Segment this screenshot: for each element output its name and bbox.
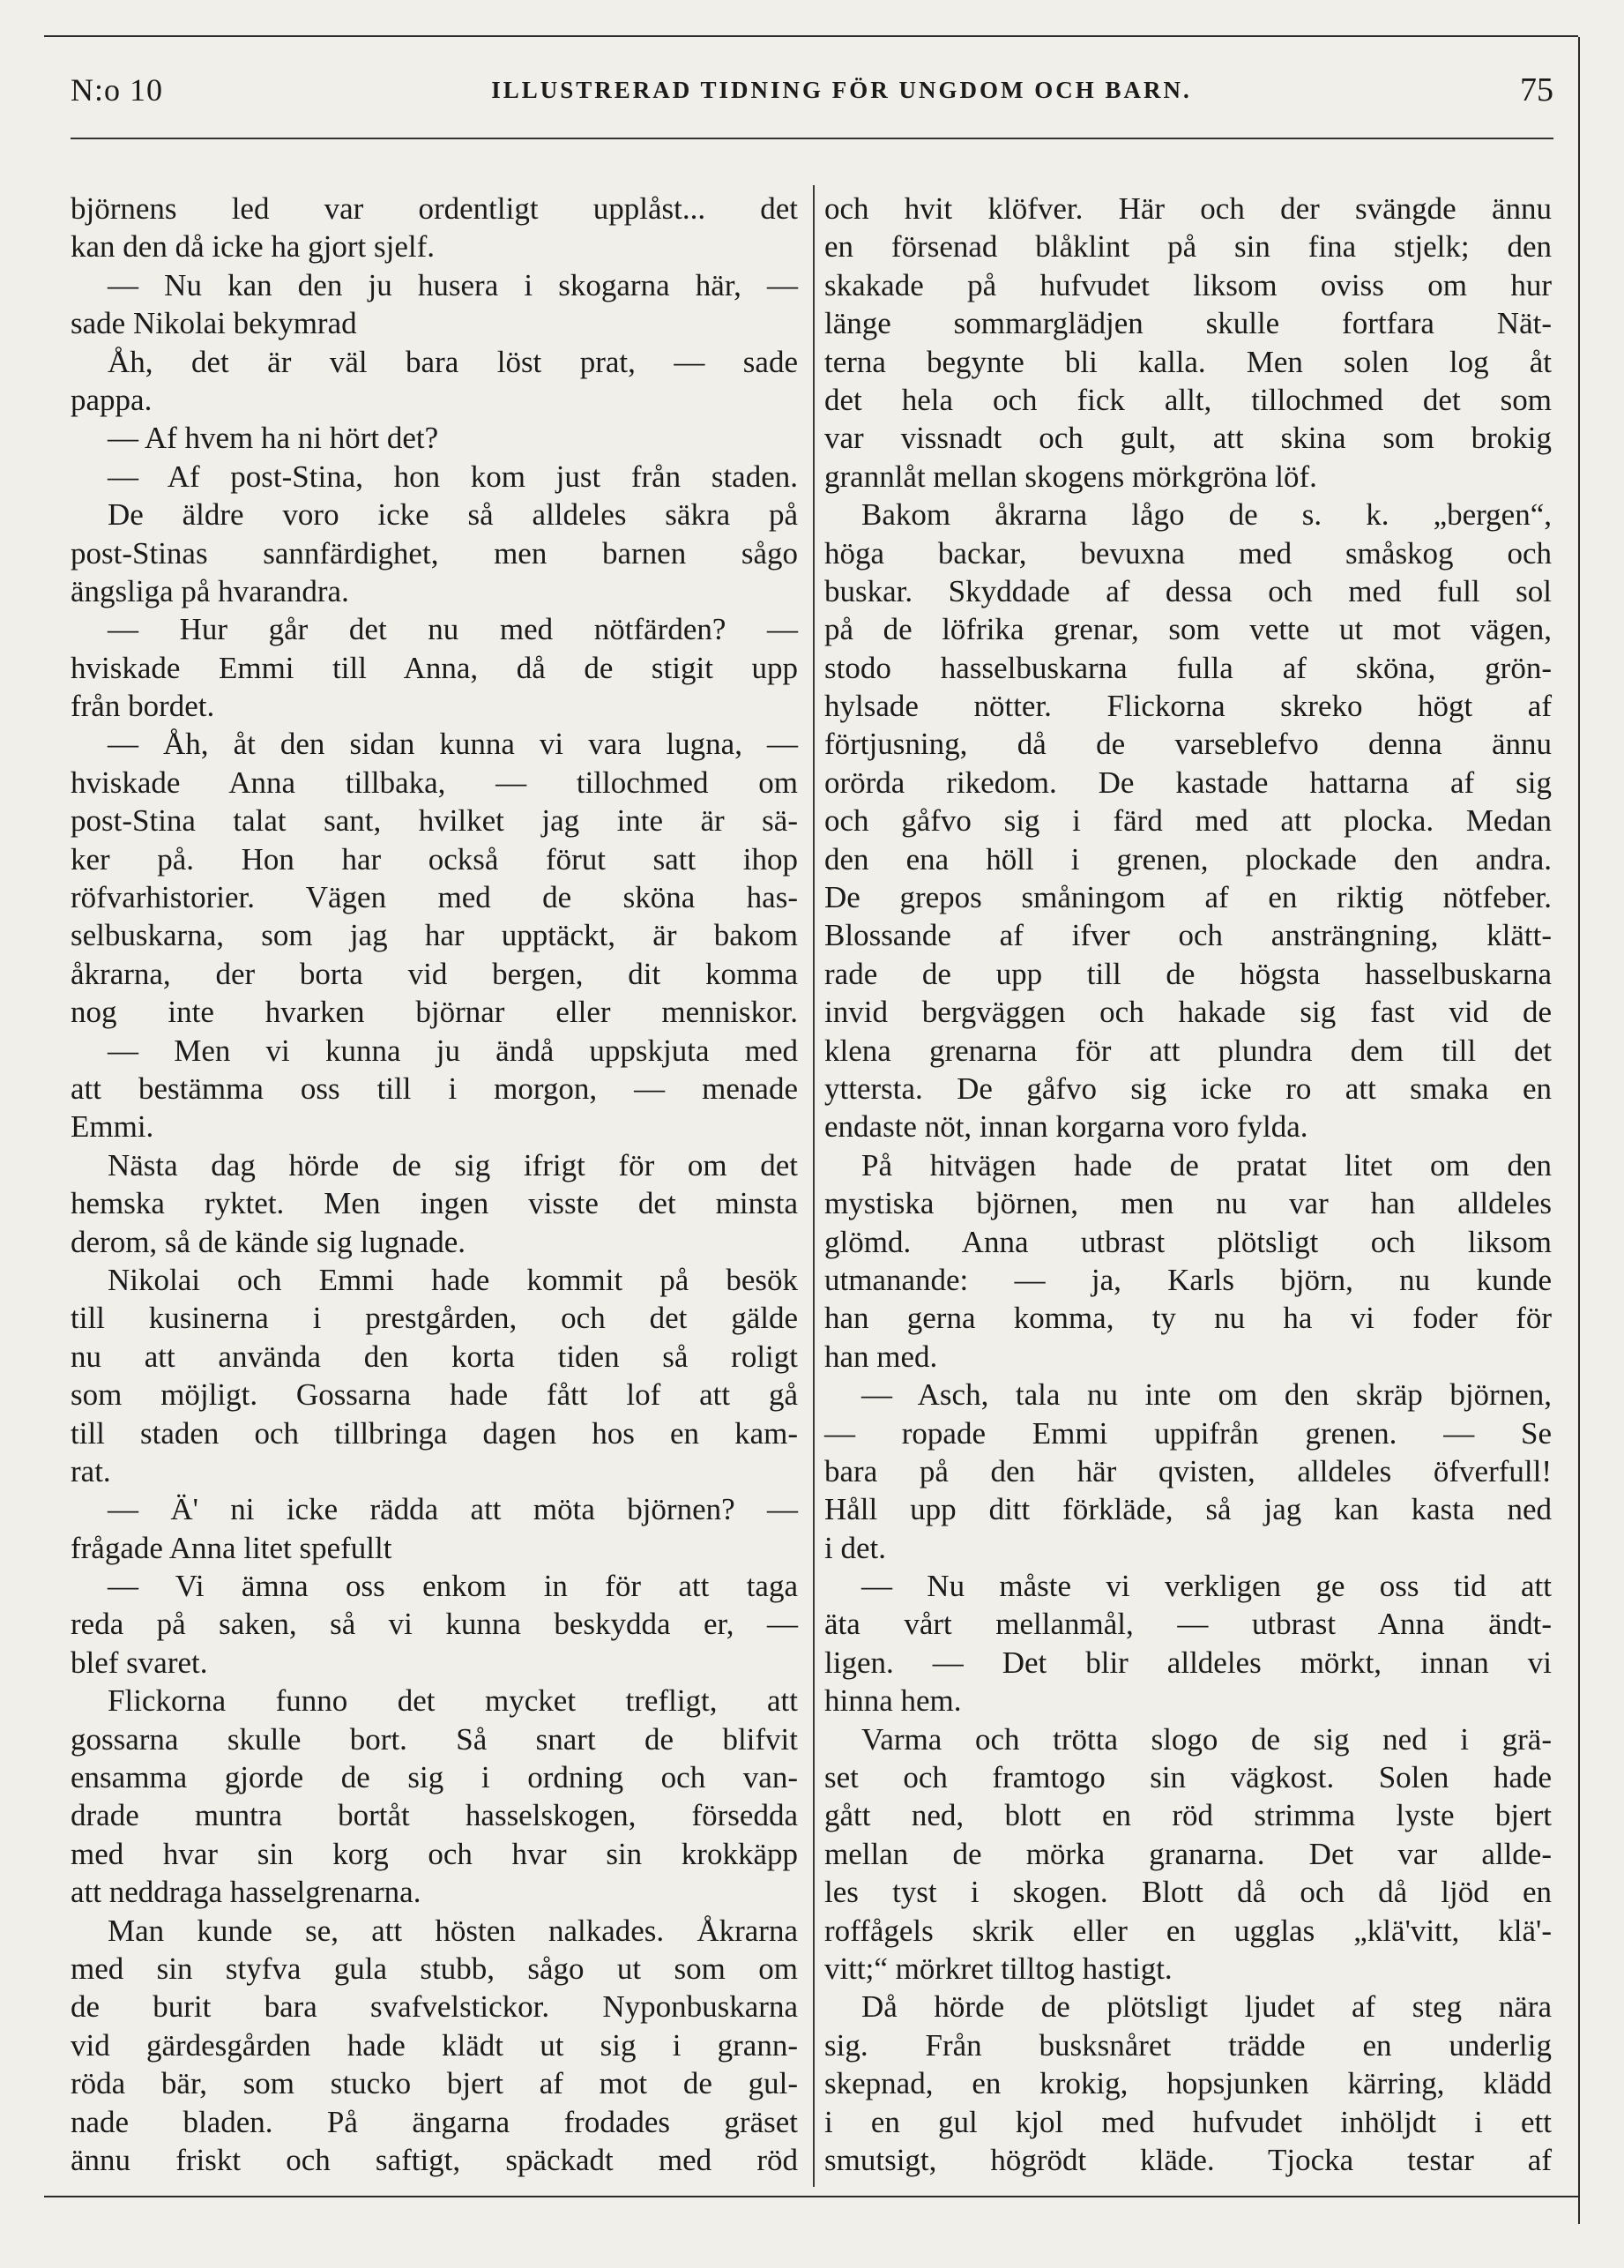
text-line: rade de upp till de högsta hasselbuskarna [824,956,1552,991]
text-line: hviskade Emmi till Anna, då de stigit upp [71,650,798,685]
text-line: — Åh, åt den sidan kunna vi vara lugna, — [108,727,798,762]
text-line: ensamma gjorde de sig i ordning och van- [71,1760,798,1795]
text-line: höga backar, bevuxna med småskog och [824,535,1552,571]
text-line: Blossande af ifver och ansträngning, klätt- [824,918,1552,953]
text-line: i en gul kjol med hufvudet inhöljdt i ett [824,2104,1552,2139]
text-line: — Af hvem ha ni hört det? [108,421,439,456]
text-line: björnens led var ordentligt upplåst... det [71,191,798,226]
right-column [824,190,1552,2179]
text-line: förtjusning, då de varseblefvo denna ännu [824,727,1552,762]
text-line: var vissnadt och gult, att skina som brokig [824,421,1552,456]
text-line: gått ned, blott en röd strimma lyste bjert [824,1798,1552,1833]
text-line: smutsigt, högrödt kläde. Tjocka testar af [824,2142,1552,2177]
text-line: röda bär, som stucko bjert af mot de gul- [71,2066,798,2101]
text-line: mellan de mörka granarna. Det var allde- [824,1836,1552,1871]
text-line: Nikolai och Emmi hade kommit på besök [108,1262,798,1297]
text-line: — Af post-Stina, hon kom just från staden. [108,459,798,494]
text-line: selbuskarna, som jag har upptäckt, är bakom [71,918,798,953]
text-line: ker på. Hon har också förut satt ihop [71,841,798,877]
text-line: att bestämma oss till i morgon, — menade [71,1071,798,1106]
text-line: hviskade Anna tillbaka, — tillochmed om [71,765,798,800]
running-header [71,63,1553,116]
text-line: set och framtogo sin vägkost. Solen hade [824,1760,1552,1795]
text-line: Åh, det är väl bara löst prat, — sade [108,344,798,379]
text-line: och gåfvo sig i färd med att plocka. Medan [824,803,1552,839]
text-line: sig. Från busksnåret trädde en underlig [824,2027,1552,2063]
text-line: ligen. — Det blir alldeles mörkt, innan vi [824,1645,1552,1680]
text-line: vitt;“ mörkret tilltog hastigt. [824,1951,1173,1986]
text-line: skepnad, en krokig, hopsjunken kärring, klädd [824,2066,1552,2101]
text-line: han gerna komma, ty nu ha vi foder för [824,1301,1552,1336]
text-line: Flickorna funno det mycket trefligt, att [108,1683,798,1719]
text-line: reda på saken, så vi kunna beskydda er, — [71,1607,798,1642]
text-line: de burit bara svafvelstickor. Nyponbuskarna [71,1989,798,2025]
text-line: endaste nöt, innan korgarna voro fylda. [824,1109,1308,1145]
text-line: Håll upp ditt förkläde, så jag kan kasta ned [824,1492,1552,1527]
text-line: grannlåt mellan skogens mörkgröna löf. [824,459,1317,494]
text-line: — Nu kan den ju husera i skogarna här, — [108,267,798,302]
text-line: kan den då icke ha gjort sjelf. [71,229,436,265]
text-line: rat. [71,1453,111,1488]
text-line: det hela och fick allt, tillochmed det som [824,382,1552,417]
text-line: les tyst i skogen. Blott då och då ljöd en [824,1875,1552,1910]
text-line: Nästa dag hörde de sig ifrigt för om det [108,1147,798,1182]
text-line: röfvarhistorier. Vägen med de sköna has- [71,880,798,915]
text-line: Då hörde de plötsligt ljudet af steg nära [861,1989,1552,2025]
text-line: med hvar sin korg och hvar sin krokkäpp [71,1836,798,1871]
text-line: till staden och tillbringa dagen hos en kam- [71,1415,798,1451]
text-line: sade Nikolai bekymrad [71,306,357,341]
right-border [1578,37,1580,2224]
text-line: i det. [824,1530,886,1565]
text-line: vid gärdesgården hade klädt ut sig i grann- [71,2027,798,2063]
text-line: terna begynte bli kalla. Men solen log åt [824,344,1552,379]
text-line: De grepos småningom af en riktig nötfeber. [824,880,1552,915]
text-line: buskar. Skyddade af dessa och med full sol [824,573,1552,608]
text-line: ännu friskt och saftigt, späckadt med röd [71,2142,798,2177]
text-line: roffågels skrik eller en ugglas „klä'vitt, klä'- [824,1913,1552,1948]
text-line: frågade Anna litet spefullt [71,1530,392,1565]
text-line: Bakom åkrarna lågo de s. k. „bergen“, [861,497,1552,533]
text-line: — Men vi kunna ju ändå uppskjuta med [108,1033,798,1068]
column-divider [813,185,815,2187]
text-line: utmanande: — ja, Karls björn, nu kunde [824,1262,1552,1297]
text-line: nade bladen. På ängarna frodades gräset [71,2104,798,2139]
text-line: pappa. [71,382,153,417]
text-line: post-Stina talat sant, hvilket jag inte är sä- [71,803,798,839]
left-column [71,190,798,2179]
text-line: nu att använda den korta tiden så roligt [71,1339,798,1374]
issue-number: N:o 10 [71,72,163,108]
text-line: till kusinerna i prestgården, och det gälde [71,1301,798,1336]
text-line: — Ä' ni icke rädda att möta björnen? — [108,1492,798,1527]
text-line: drade muntra bortåt hasselskogen, försedda [71,1798,798,1833]
text-line: hinna hem. [824,1683,962,1719]
top-border [44,35,1578,37]
text-line: glömd. Anna utbrast plötsligt och liksom [824,1224,1552,1259]
text-line: den ena höll i grenen, plockade den andra. [824,841,1552,877]
text-line: med sin styfva gula stubb, sågo ut som om [71,1951,798,1986]
text-line: hemska ryktet. Men ingen visste det minsta [71,1186,798,1221]
text-line: att neddraga hasselgrenarna. [71,1875,421,1910]
text-line: yttersta. De gåfvo sig icke ro att smaka en [824,1071,1552,1106]
text-line: mystiska björnen, men nu var han alldeles [824,1186,1552,1221]
text-line: skakade på hufvudet liksom oviss om hur [824,267,1552,302]
text-line: Man kunde se, att hösten nalkades. Åkrarna [108,1913,798,1948]
text-line: han med. [824,1339,938,1374]
text-line: post-Stinas sannfärdighet, men barnen sågo [71,535,798,571]
text-line: och hvit klöfver. Här och der svängde ännu [824,191,1552,226]
publication-title: ILLUSTRERAD TIDNING FÖR UNGDOM OCH BARN. [491,76,1192,103]
bottom-border [44,2196,1578,2197]
text-line: På hitvägen hade de pratat litet om den [861,1147,1552,1182]
text-line: nog inte hvarken björnar eller menniskor. [71,995,798,1030]
page-number: 75 [1519,71,1553,108]
text-line: ängsliga på hvarandra. [71,573,349,608]
text-line: invid bergväggen och hakade sig fast vid de [824,995,1552,1030]
text-line: — Nu måste vi verkligen ge oss tid att [861,1569,1552,1604]
text-line: äta vårt mellanmål, — utbrast Anna ändt- [824,1607,1552,1642]
text-line: blef svaret. [71,1645,208,1680]
text-line: från bordet. [71,689,215,724]
text-line: gossarna skulle bort. Så snart de blifvit [71,1721,798,1757]
text-line: — Hur går det nu med nötfärden? — [108,612,798,647]
text-line: — Asch, tala nu inte om den skräp björnen, [861,1377,1552,1413]
text-line: Emmi. [71,1109,154,1145]
text-line: Varma och trötta slogo de sig ned i grä- [861,1721,1552,1757]
text-line: bara på den här qvisten, alldeles öfverfull! [824,1453,1552,1488]
text-line: på de löfrika grenar, som vette ut mot vägen, [824,612,1552,647]
text-line: — ropade Emmi uppifrån grenen. — Se [824,1415,1552,1451]
text-line: hylsade nötter. Flickorna skreko högt af [824,689,1552,724]
text-line: som möjligt. Gossarna hade fått lof att gå [71,1377,798,1413]
text-line: derom, så de kände sig lugnade. [71,1224,466,1259]
text-line: orörda rikedom. De kastade hattarna af sig [824,765,1552,800]
text-line: stodo hasselbuskarna fulla af sköna, grön- [824,650,1552,685]
text-line: De äldre voro icke så alldeles säkra på [108,497,798,533]
text-line: åkrarna, der borta vid bergen, dit komma [71,956,798,991]
text-line: länge sommarglädjen skulle fortfara Nät- [824,306,1552,341]
text-line: — Vi ämna oss enkom in för att taga [108,1569,798,1604]
text-line: klena grenarna för att plundra dem till det [824,1033,1552,1068]
header-rule [71,138,1553,139]
text-line: en försenad blåklint på sin fina stjelk; den [824,229,1552,265]
